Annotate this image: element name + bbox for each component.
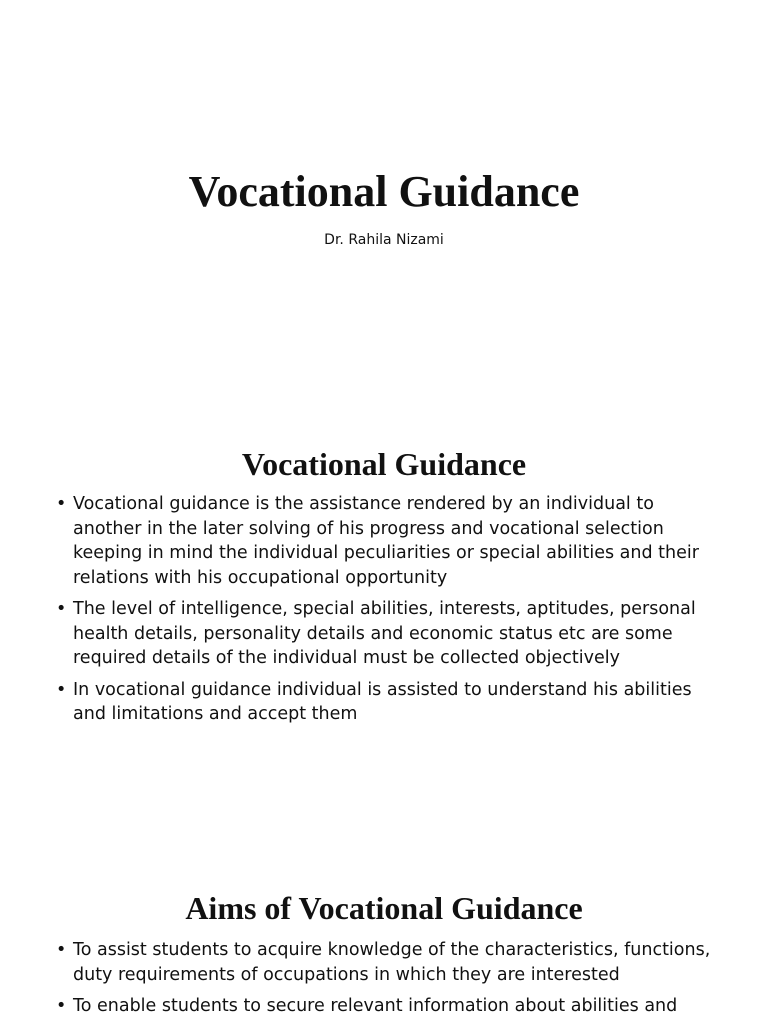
title-slide (0, 0, 768, 410)
bullet-icon: • (56, 494, 67, 514)
bullet-item (56, 994, 726, 1019)
bullet-list (56, 938, 726, 1024)
bullet-icon: • (56, 940, 67, 960)
slide-heading: Aims of Vocational Guidance (185, 890, 583, 926)
bullet-item (56, 492, 726, 590)
bullet-text: Vocational guidance is the assistance rendered by an individual to another in the later solving of his progress and vocational selection keeping in mind the individual peculiarities or special abilities and their relations with his occupational opportunity (73, 494, 699, 588)
bullet-item (56, 597, 726, 671)
slide-heading: Vocational Guidance (241, 446, 527, 482)
bullet-text: The level of intelligence, special abilities, interests, aptitudes, personal health details, personality details and economic status etc are some required details of the individual must be collected objectively (73, 599, 696, 668)
bullet-item (56, 678, 726, 727)
bullet-icon: • (56, 996, 67, 1016)
bullet-icon: • (56, 679, 67, 700)
bullet-list (56, 492, 726, 734)
bullet-text: To enable students to secure relevant information about abilities and (73, 996, 678, 1016)
bullet-text: To assist students to acquire knowledge of the characteristics, functions, duty requirements of occupations in which they are interested (73, 940, 711, 985)
definition-slide (0, 410, 768, 830)
bullet-text: In vocational guidance individual is assisted to understand his abilities and limitations and accept them (73, 679, 692, 724)
author-name: Dr. Rahila Nizami (324, 232, 444, 248)
bullet-item (56, 938, 726, 987)
presentation-title: Vocational Guidance (188, 167, 580, 216)
bullet-icon: • (56, 599, 67, 619)
aims-slide (0, 830, 768, 1024)
